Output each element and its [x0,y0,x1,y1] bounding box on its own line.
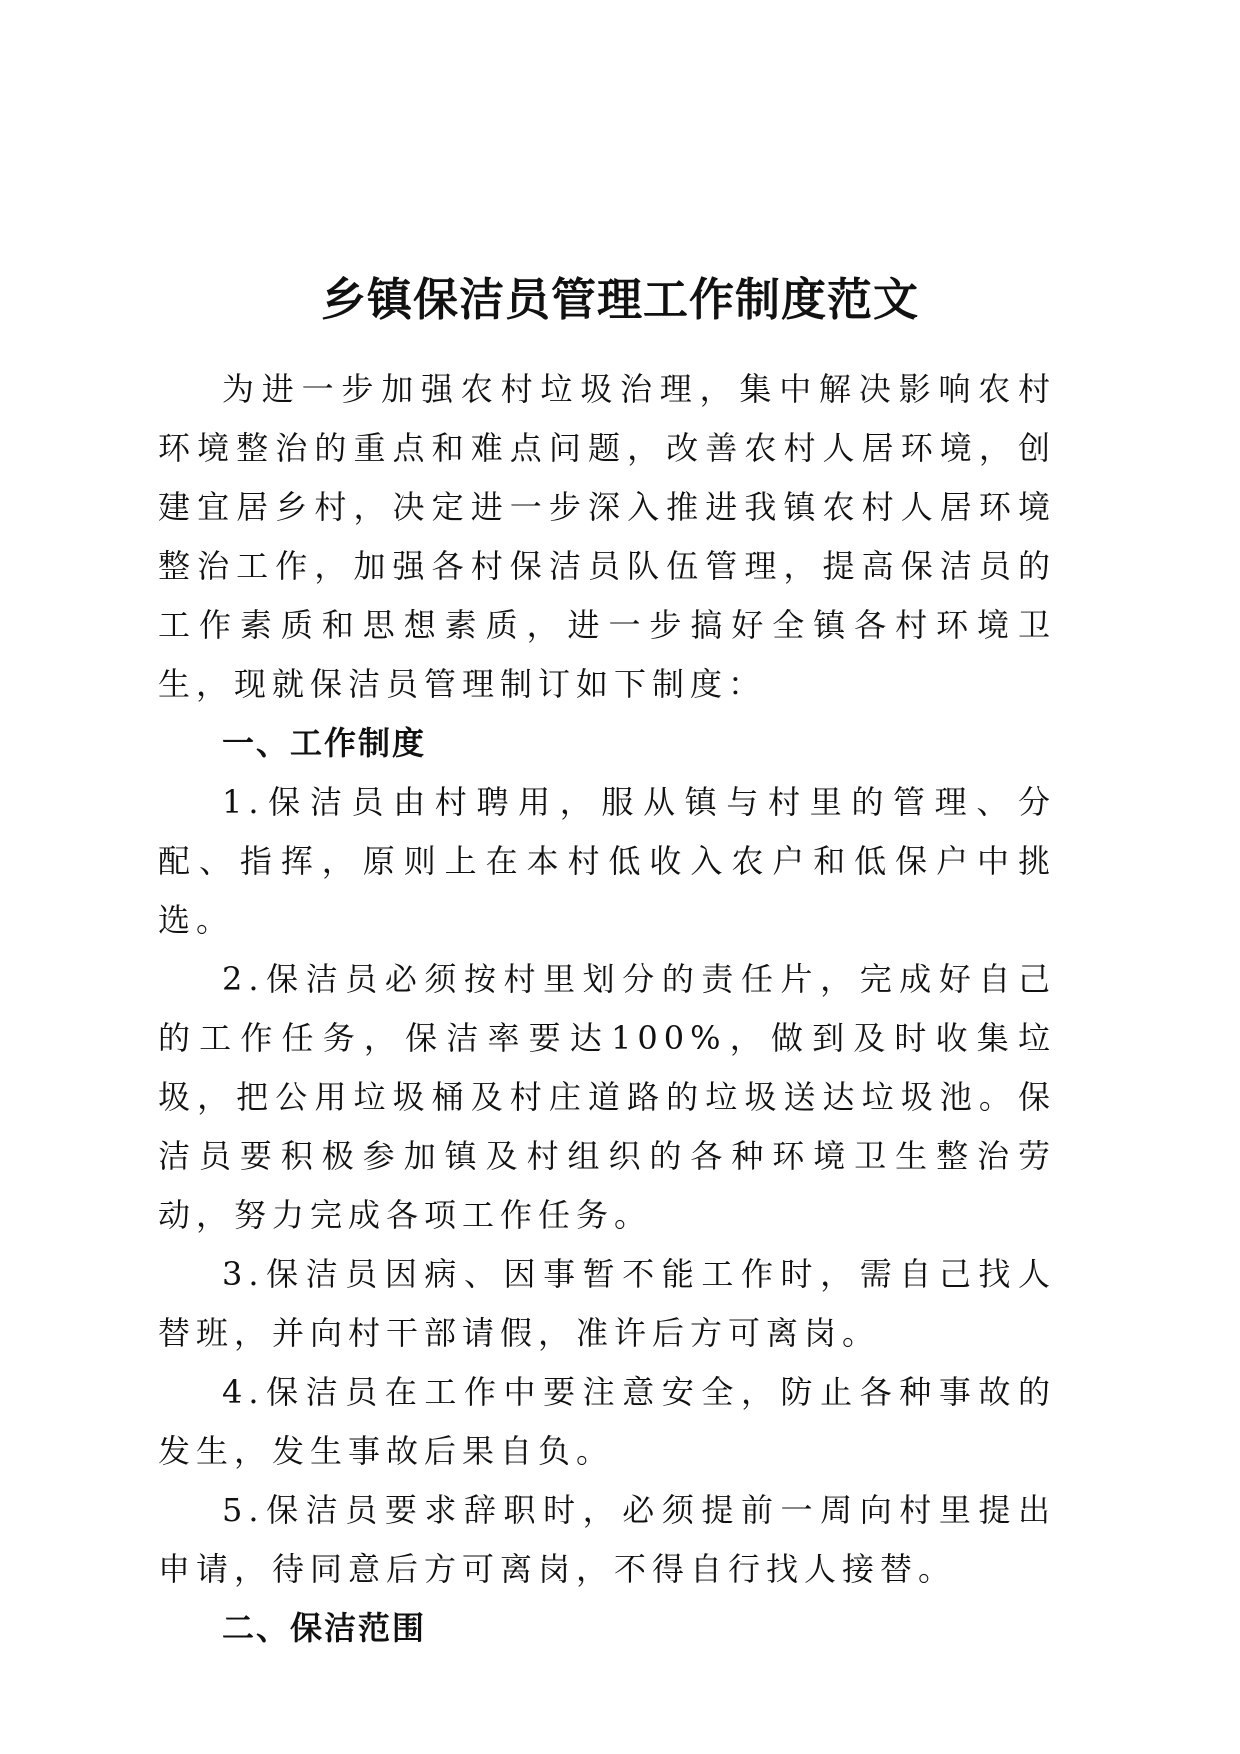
intro-paragraph: 为进一步加强农村垃圾治理，集中解决影响农村环境整治的重点和难点问题，改善农村人居环境，创建宜居乡村，决定进一步深入推进我镇农村人居环境整治工作，加强各村保洁员队伍管理，提高保洁员的工作素质和思想素质，进一步搞好全镇各村环境卫生，现就保洁员管理制订如下制度： [158,370,1056,703]
list-item: 4.保洁员在工作中要注意安全，防止各种事故的发生，发生事故后果自负。 [158,1373,1056,1470]
document-title: 乡镇保洁员管理工作制度范文 [320,273,919,326]
list-item: 3.保洁员因病、因事暂不能工作时，需自己找人替班，并向村干部请假，准许后方可离岗。 [158,1255,1056,1352]
section-heading-cleaning-scope: 二、保洁范围 [222,1609,427,1647]
list-item: 5.保洁员要求辞职时，必须提前一周向村里提出申请，待同意后方可离岗，不得自行找人接替。 [158,1491,1056,1588]
document-body [158,360,1056,1658]
list-item: 1.保洁员由村聘用，服从镇与村里的管理、分配、指挥，原则上在本村低收入农户和低保户中挑选。 [158,783,1056,939]
list-item: 2.保洁员必须按村里划分的责任片，完成好自己的工作任务，保洁率要达100%，做到及时收集垃圾，把公用垃圾桶及村庄道路的垃圾送达垃圾池。保洁员要积极参加镇及村组织的各种环境卫生整治劳动，努力完成各项工作任务。 [158,960,1056,1234]
section-heading-work-system: 一、工作制度 [222,724,427,762]
